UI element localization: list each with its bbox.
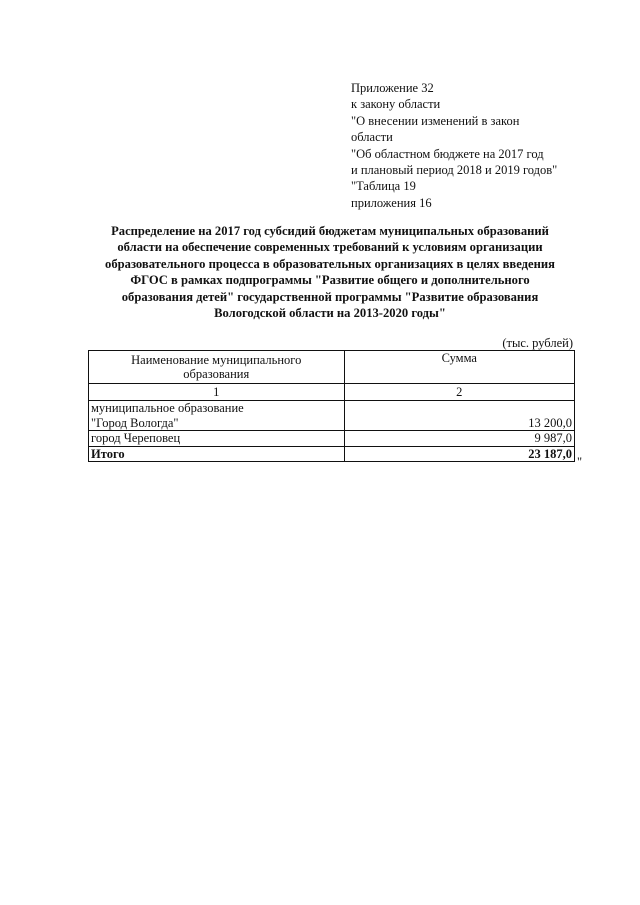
title-line: ФГОС в рамках подпрограммы "Развитие общего и дополнительного bbox=[130, 273, 530, 288]
row-name-line: муниципальное образование bbox=[91, 401, 244, 415]
document-title bbox=[80, 223, 580, 321]
row-sum-cell: 13 200,0 bbox=[344, 401, 574, 431]
total-label-cell: Итого bbox=[89, 446, 345, 462]
row-name-cell bbox=[89, 401, 345, 431]
title-line: Распределение на 2017 год субсидий бюджетам муниципальных образований bbox=[111, 224, 549, 238]
subsidy-table bbox=[88, 350, 575, 462]
title-line: образования детей" государственной программы "Развитие образования bbox=[121, 289, 539, 304]
table-row bbox=[89, 431, 575, 447]
appendix-line: "О внесении изменений в закон bbox=[351, 113, 520, 128]
header-name-line: образования bbox=[183, 367, 250, 381]
appendix-line: Приложение 32 bbox=[351, 81, 434, 95]
row-sum-cell: 9 987,0 bbox=[344, 431, 574, 447]
column-number-cell: 1 bbox=[89, 384, 345, 401]
title-line: области на обеспечение современных требований к условиям организации bbox=[117, 240, 543, 255]
row-name-cell: город Череповец bbox=[89, 431, 345, 447]
table-header-row bbox=[89, 351, 575, 384]
column-number-cell: 2 bbox=[344, 384, 574, 401]
title-line: Вологодской области на 2013-2020 годы" bbox=[214, 306, 446, 321]
units-label: (тыс. рублей) bbox=[502, 336, 573, 350]
appendix-line: области bbox=[351, 130, 393, 145]
appendix-line: "Таблица 19 bbox=[351, 179, 416, 194]
header-sum-cell: Сумма bbox=[344, 351, 574, 384]
title-line: образовательного процесса в образовательных организациях в целях введения bbox=[105, 256, 555, 271]
row-name-line: "Город Вологда" bbox=[91, 415, 179, 430]
total-sum-cell: 23 187,0 bbox=[344, 446, 574, 462]
appendix-header bbox=[351, 80, 601, 211]
header-name-cell bbox=[89, 351, 345, 384]
appendix-line: к закону области bbox=[351, 97, 441, 112]
appendix-line: "Об областном бюджете на 2017 год bbox=[351, 146, 544, 161]
closing-quote: " bbox=[577, 455, 583, 469]
column-number-row bbox=[89, 384, 575, 401]
appendix-line: и плановый период 2018 и 2019 годов" bbox=[351, 163, 558, 178]
total-row bbox=[89, 446, 575, 462]
header-name-line: Наименование муниципального bbox=[131, 352, 302, 367]
table-row bbox=[89, 401, 575, 431]
appendix-line: приложения 16 bbox=[351, 195, 432, 210]
